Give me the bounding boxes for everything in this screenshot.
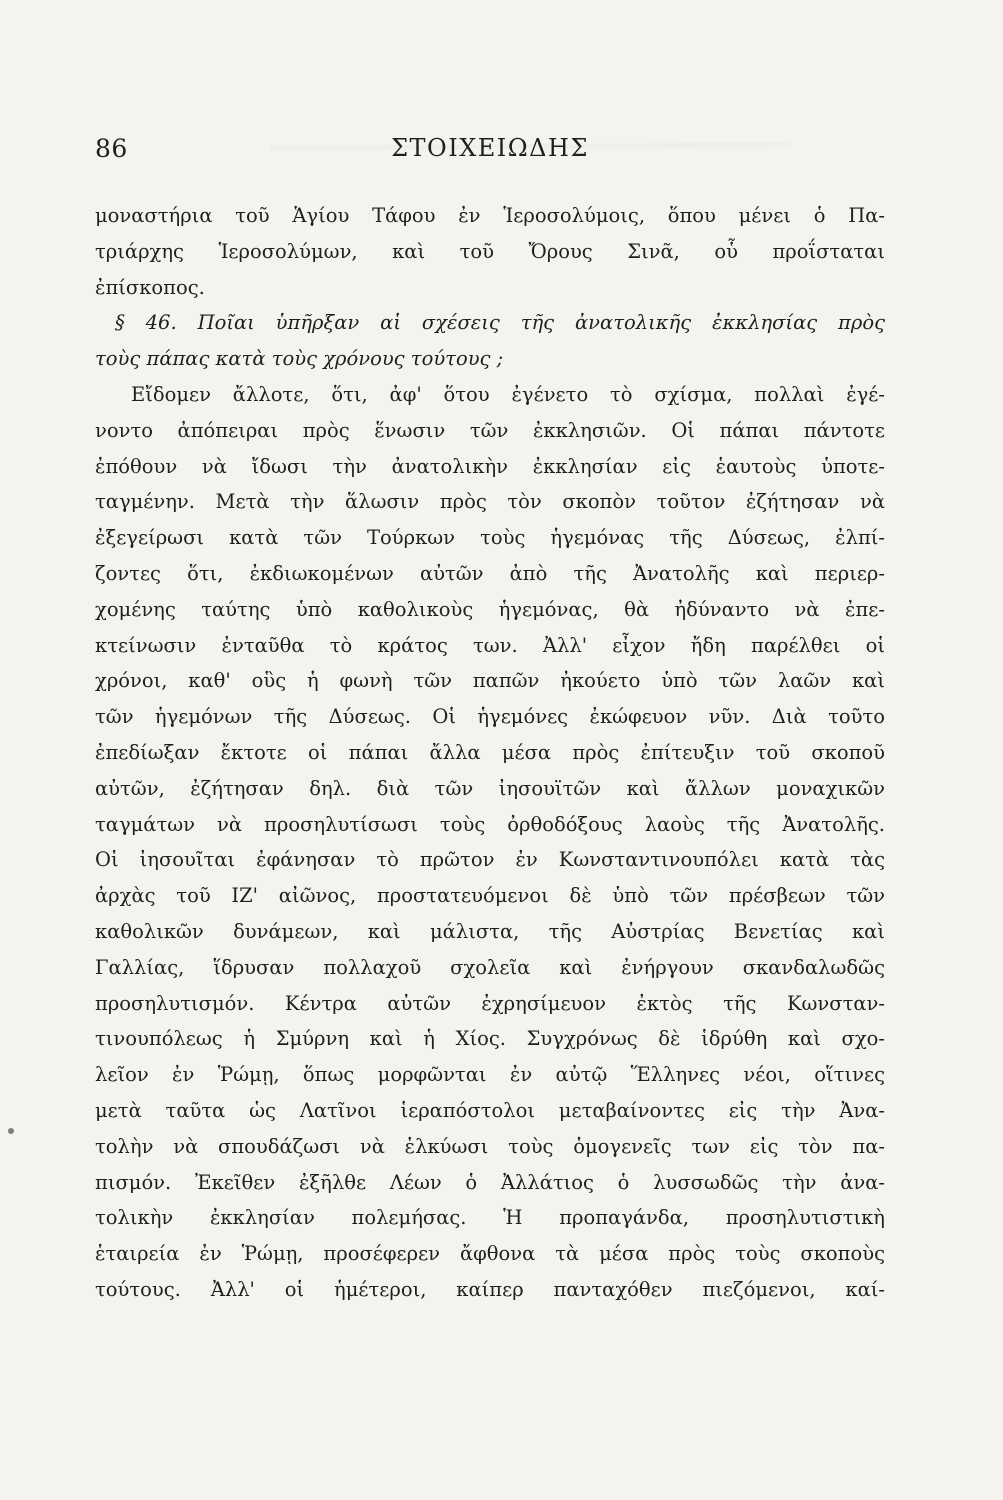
margin-dot-mark	[8, 1128, 14, 1134]
text-line-31: τούτους. Ἀλλ' οἱ ἡμέτεροι, καίπερ πανταχόθεν πιεζόμενοι, καί-	[95, 1277, 885, 1301]
text-line-9: ταγμένην. Μετὰ τὴν ἅλωσιν πρὸς τὸν σκοπὸν τοῦτον ἐζήτησαν νὰ	[95, 490, 885, 514]
text-line-19: Οἱ ἰησουῖται ἐφάνησαν τὸ πρῶτον ἐν Κωνσταντινουπόλει κατὰ τὰς	[95, 848, 885, 872]
text-line-24: τινουπόλεως ἡ Σμύρνη καὶ ἡ Χίος. Συγχρόνως δὲ ἱδρύθη καὶ σχο-	[95, 1027, 885, 1051]
text-line-1: μοναστήρια τοῦ Ἁγίου Τάφου ἐν Ἱεροσολύμοις, ὅπου μένει ὁ Πα-	[95, 204, 885, 227]
text-line-11: ζοντες ὅτι, ἐκδιωκομένων αὐτῶν ἀπὸ τῆς Ἀνατολῆς καὶ περιερ-	[95, 561, 885, 585]
text-line-20: ἀρχὰς τοῦ ΙΖ' αἰῶνος, προστατευόμενοι δὲ ὑπὸ τῶν πρέσβεων τῶν	[95, 884, 885, 908]
text-line-27: τολὴν νὰ σπουδάζωσι νὰ ἑλκύωσι τοὺς ὁμογενεῖς των εἰς τὸν πα-	[95, 1134, 885, 1158]
page-header	[95, 134, 885, 174]
text-line-18: ταγμάτων νὰ προσηλυτίσωσι τοὺς ὀρθοδόξους λαοὺς τῆς Ἀνατολῆς.	[95, 812, 885, 836]
page-body	[95, 198, 885, 1308]
text-line-15: τῶν ἡγεμόνων τῆς Δύσεως. Οἱ ἡγεμόνες ἐκώφευον νῦν. Διὰ τοῦτο	[95, 705, 885, 729]
text-line-7: νοντο ἀπόπειραι πρὸς ἕνωσιν τῶν ἐκκλησιῶν. Οἱ πάπαι πάντοτε	[95, 418, 885, 442]
text-line-2: τριάρχης Ἱεροσολύμων, καὶ τοῦ Ὄρους Σινᾶ, οὗ προΐσταται	[95, 239, 885, 263]
section-question-line-2: τοὺς πάπας κατὰ τοὺς χρόνους τούτους ;	[95, 347, 504, 371]
text-line-13: κτείνωσιν ἐνταῦθα τὸ κράτος των. Ἀλλ' εἶχον ἤδη παρέλθει οἱ	[95, 633, 885, 657]
text-line-10: ἐξεγείρωσι κατὰ τῶν Τούρκων τοὺς ἡγεμόνας τῆς Δύσεως, ἐλπί-	[95, 526, 885, 550]
text-line-12: χομένης ταύτης ὑπὸ καθολικοὺς ἡγεμόνας, θὰ ἠδύναντο νὰ ἐπε-	[95, 597, 885, 621]
text-line-17: αὐτῶν, ἐζήτησαν δηλ. διὰ τῶν ἰησουϊτῶν καὶ ἄλλων μοναχικῶν	[95, 776, 885, 800]
text-line-6: Εἴδομεν ἄλλοτε, ὅτι, ἀφ' ὅτου ἐγένετο τὸ σχίσμα, πολλαὶ ἐγέ-	[131, 382, 885, 406]
text-line-16: ἐπεδίωξαν ἔκτοτε οἱ πάπαι ἄλλα μέσα πρὸς ἐπίτευξιν τοῦ σκοποῦ	[95, 740, 885, 764]
text-line-25: λεῖον ἐν Ῥώμῃ, ὅπως μορφῶνται ἐν αὐτῷ Ἕλληνες νέοι, οἵτινες	[95, 1063, 885, 1087]
text-line-29: τολικὴν ἐκκλησίαν πολεμήσας. Ἡ προπαγάνδα, προσηλυτιστικὴ	[95, 1206, 885, 1230]
text-line-22: Γαλλίας, ἵδρυσαν πολλαχοῦ σχολεῖα καὶ ἐνήργουν σκανδαλωδῶς	[95, 955, 885, 979]
page-number: 86	[95, 134, 128, 163]
text-line-8: ἐπόθουν νὰ ἴδωσι τὴν ἀνατολικὴν ἐκκλησίαν εἰς ἑαυτοὺς ὑποτε-	[95, 454, 885, 478]
text-line-28: πισμόν. Ἐκεῖθεν ἐξῆλθε Λέων ὁ Ἀλλάτιος ὁ λυσσωδῶς τὴν ἀνα-	[95, 1170, 885, 1194]
text-line-21: καθολικῶν δυνάμεων, καὶ μάλιστα, τῆς Αὐστρίας Βενετίας καὶ	[95, 919, 885, 943]
text-line-23: προσηλυτισμόν. Κέντρα αὐτῶν ἐχρησίμευον ἐκτὸς τῆς Κωνσταν-	[95, 991, 885, 1015]
running-title: ΣΤΟΙΧΕΙΩΔΗΣ	[391, 134, 589, 162]
text-line-30: ἑταιρεία ἐν Ῥώμῃ, προσέφερεν ἄφθονα τὰ μέσα πρὸς τοὺς σκοποὺς	[95, 1242, 885, 1266]
text-line-14: χρόνοι, καθ' οὓς ἡ φωνὴ τῶν παπῶν ἠκούετο ὑπὸ τῶν λαῶν καὶ	[95, 669, 885, 693]
section-question-line-1: § 46. Ποῖαι ὑπῆρξαν αἱ σχέσεις τῆς ἀνατολικῆς ἐκκλησίας πρὸς	[115, 311, 885, 335]
text-line-26: μετὰ ταῦτα ὡς Λατῖνοι ἱεραπόστολοι μεταβαίνοντες εἰς τὴν Ἀνα-	[95, 1098, 885, 1122]
text-line-3: ἐπίσκοπος.	[95, 275, 205, 299]
